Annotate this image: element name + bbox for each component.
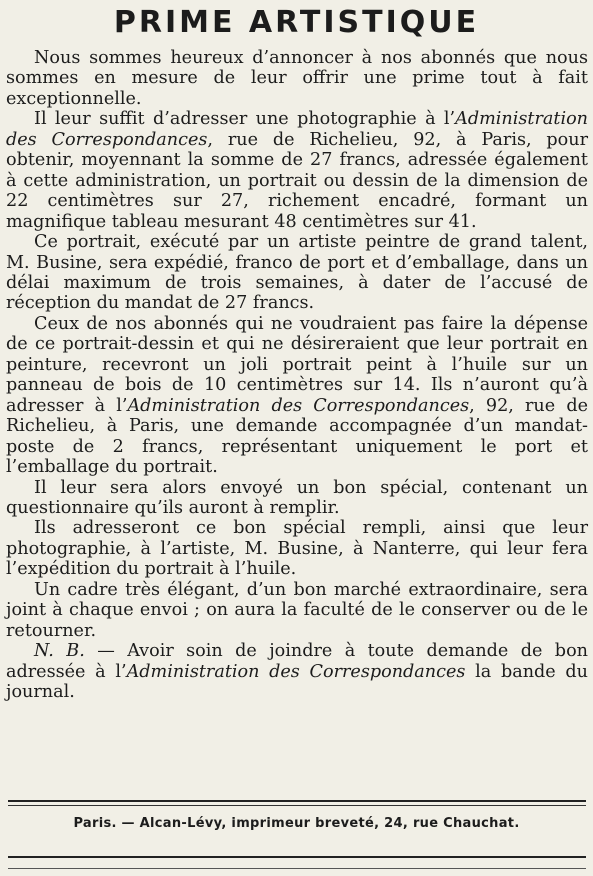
paragraph-text: Il leur suffit d’adresser une photographie à l’ [34,109,456,130]
nota-bene-label: N. B. [34,641,85,662]
paragraph-send [6,518,588,579]
paragraph-frame [6,580,588,641]
paragraph-text: la bande du journal. [6,661,588,703]
paragraph-text: Ils adresseront ce bon spécial rempli, ainsi que leur photographie, à l’artiste, M. Busine, à Nanterre, qui leur fera l’expédition du portrait à l’huile. [6,518,588,580]
divider-rule-thin [8,805,586,806]
paragraph-text: Un cadre très élégant, d’un bon marché extraordinaire, sera joint à chaque envoi ; on aura la faculté de le conserver ou de le retourner. [6,579,588,641]
bottom-rule [8,856,586,858]
article-body [6,48,588,703]
paragraph-nota-bene [6,641,588,702]
paragraph-painting [6,314,588,478]
page-title: PRIME ARTISTIQUE [113,5,480,40]
paragraph-artist [6,232,588,314]
italic-administration: Administration des Correspondances [126,661,466,682]
printer-imprint: Paris. — Alcan-Lévy, imprimeur breveté, 24, rue Chauchat. [73,816,520,831]
paragraph-text: , 92, rue de Richelieu, à Paris, une demande accompagnée d’un mandat-poste de 2 francs, représentant uniquement le port et l’emballage du portrait. [6,395,588,478]
bottom-rule-thin [8,868,586,869]
paragraph-text: Ce portrait, exécuté par un artiste peintre de grand talent, M. Busine, sera expédié, franco de port et d’emballage, dans un délai maximum de trois semaines, à dater de l’accusé de réception du mandat de 27 francs. [6,232,588,314]
paragraph-text: Ceux de nos abonnés qui ne voudraient pas faire la dépense de ce portrait-dessin et qui ne désireraient que leur portrait en peinture, recevront un joli portrait peint à l’huile sur un panneau de bois de 10 centimètres sur 14. Ils n’auront qu’à adresser à l’ [6,313,588,416]
paragraph-text: Nous sommes heureux d’annoncer à nos abonnés que nous sommes en mesure de leur offrir une prime tout à fait exceptionnelle. [6,48,588,109]
divider-rule [8,800,586,802]
paragraph-offer [6,109,588,232]
italic-administration: Administration des Correspondances [127,395,470,416]
paragraph-text: — Avoir soin de joindre à toute demande de bon adressée à l’ [6,641,588,682]
paragraph-intro [6,48,588,109]
paragraph-text: , rue de Richelieu, 92, à Paris, pour obtenir, moyennant la somme de 27 francs, adressée également à cette administration, un portrait ou dessin de la dimension de 22 centimètres sur 27, richement encadré, formant un magnifique tableau mesurant 48 centimètres sur 41. [6,129,588,232]
italic-administration: Administration des Correspondances [6,109,588,150]
paragraph-text: Il leur sera alors envoyé un bon spécial, contenant un questionnaire qu’ils auront à remplir. [6,477,588,518]
paragraph-voucher [6,478,588,519]
